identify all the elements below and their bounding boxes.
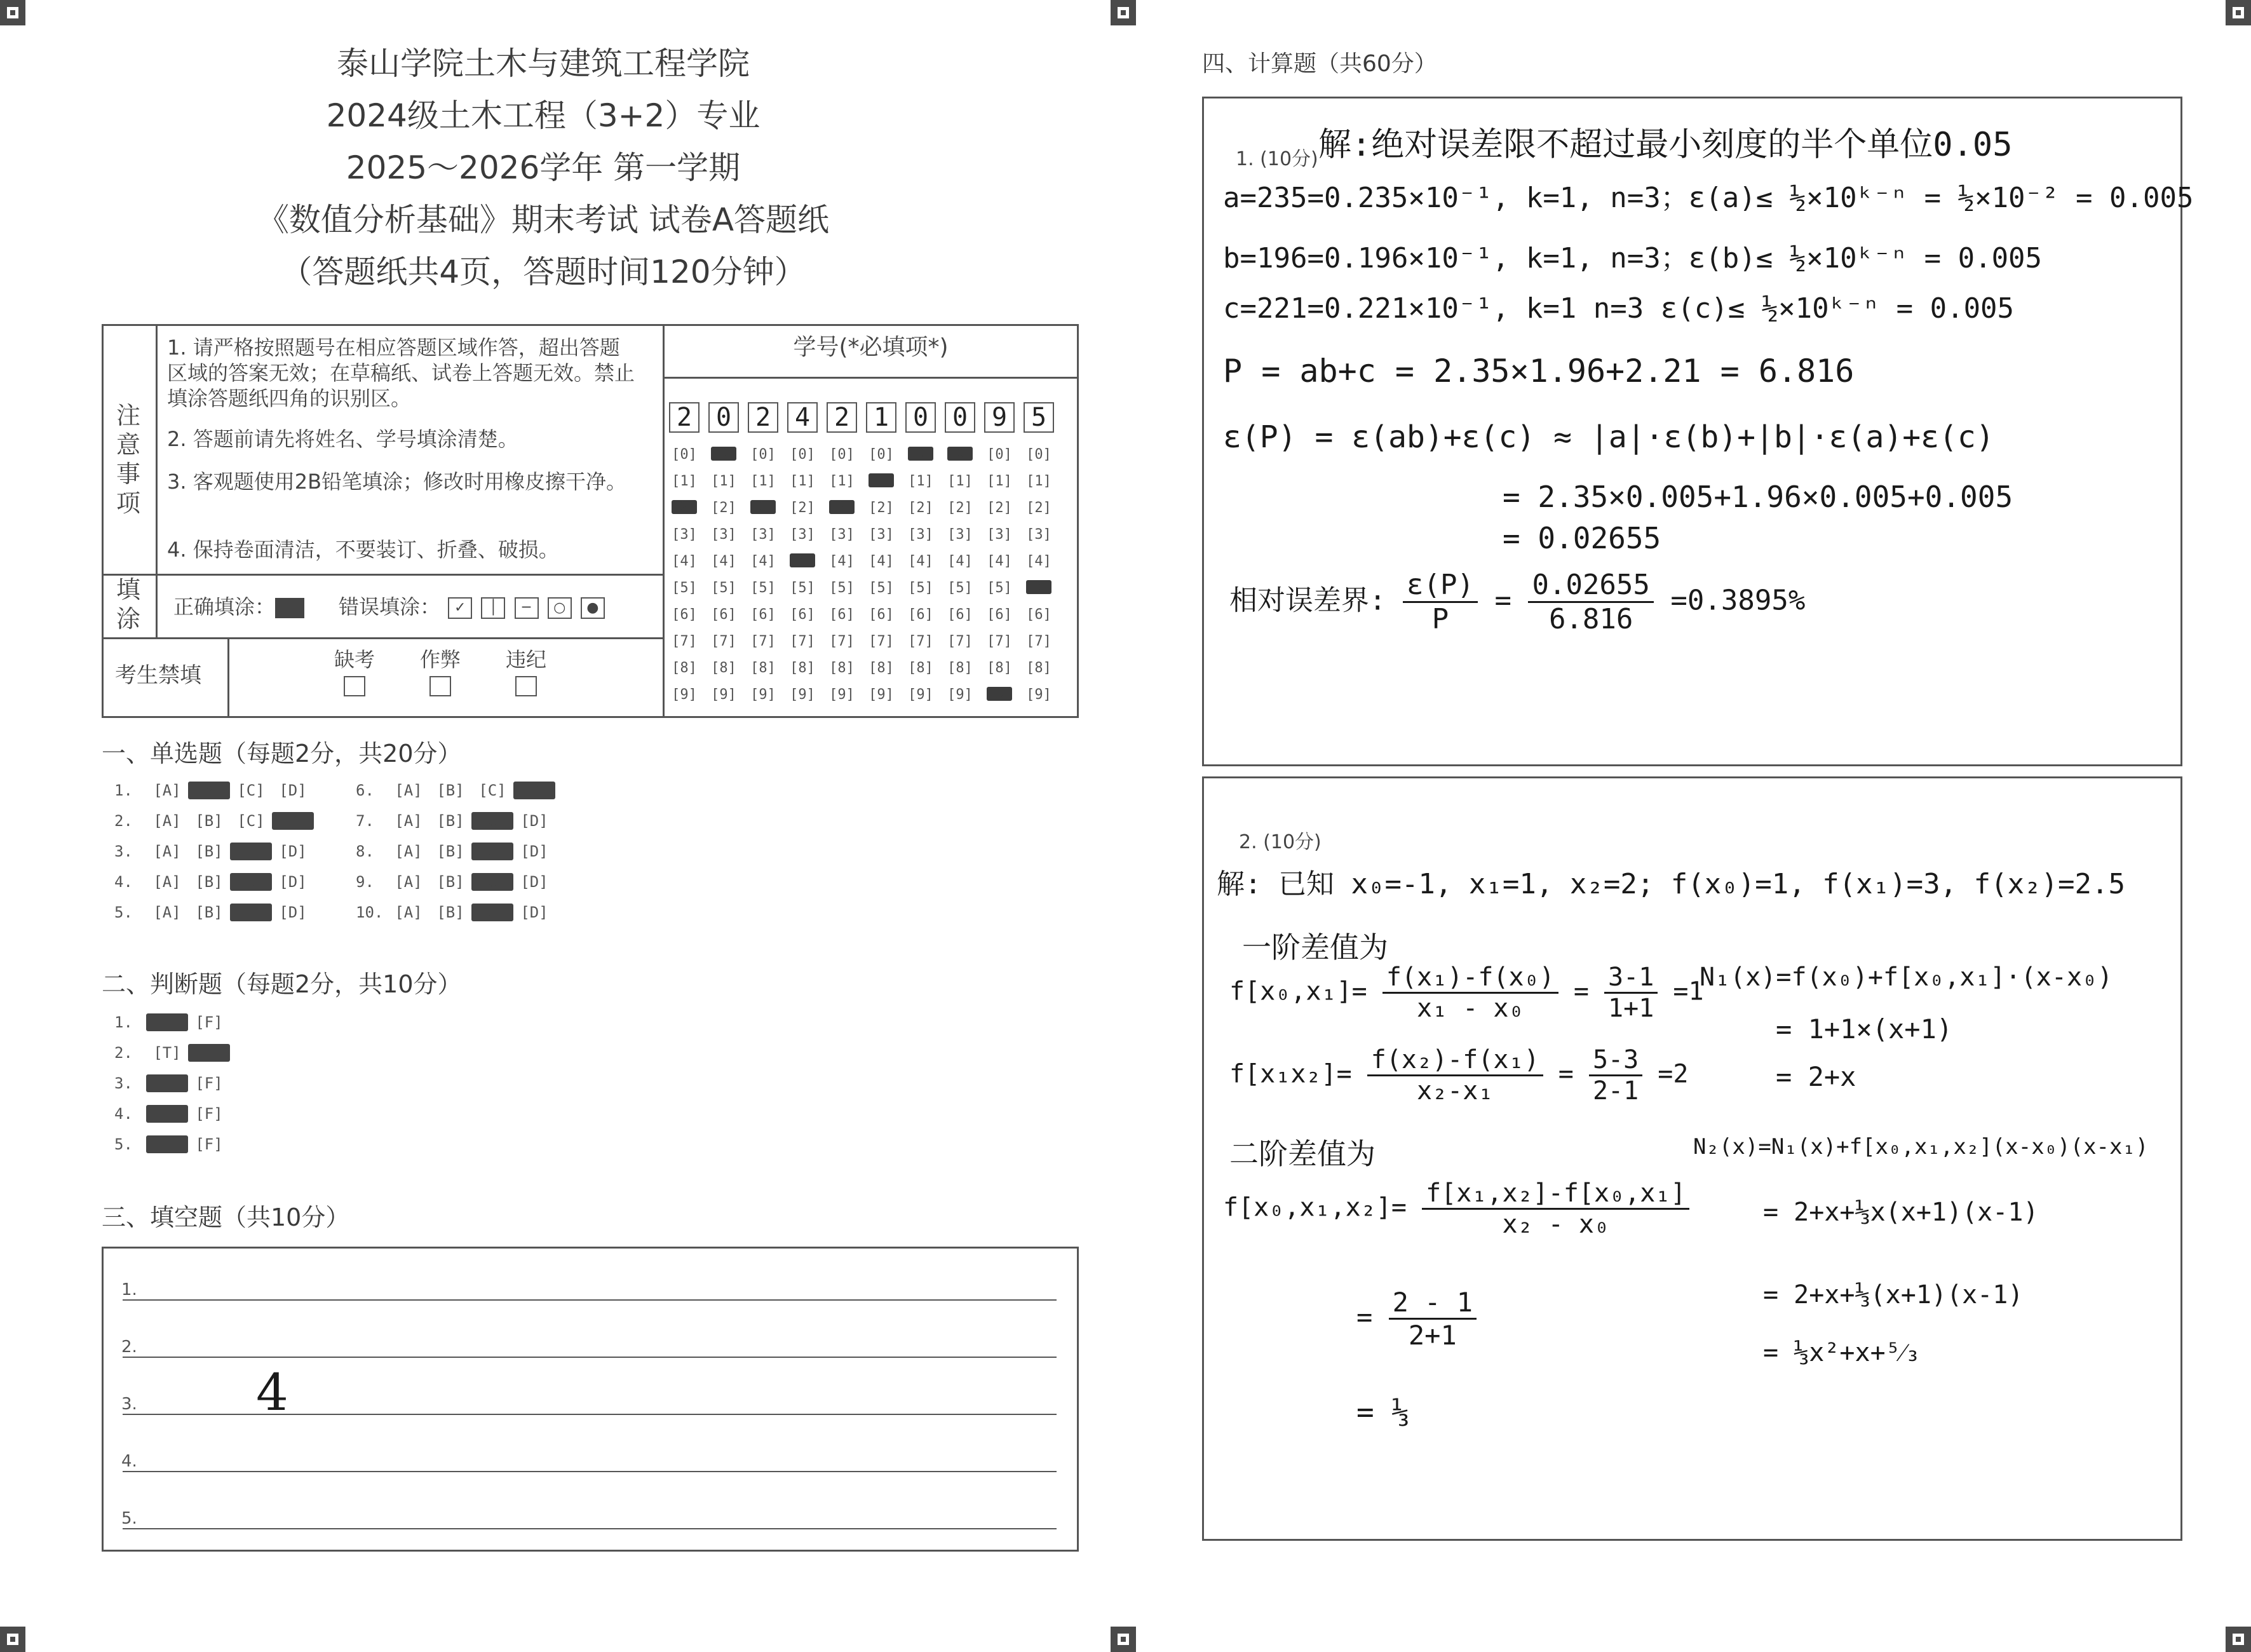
id-bubble-7-6[interactable]: [6] bbox=[908, 607, 933, 623]
id-bubble-9-5[interactable]: [5] bbox=[987, 580, 1012, 596]
id-bubble-1-4[interactable]: [4] bbox=[672, 553, 697, 569]
id-bubble-5-1[interactable]: [1] bbox=[829, 473, 855, 489]
mc-option-b[interactable]: [B] bbox=[195, 812, 223, 830]
id-bubble-3-7[interactable]: [7] bbox=[750, 633, 776, 649]
true-false-area bbox=[114, 1013, 432, 1166]
id-bubble-3-8[interactable]: [8] bbox=[750, 660, 776, 676]
id-bubble-1-2[interactable]: [2] bbox=[672, 499, 697, 515]
mc-option-b[interactable]: [B] bbox=[195, 843, 223, 860]
q1-line-5: P = ab+c = 2.35×1.96+2.21 = 6.816 bbox=[1223, 353, 1855, 389]
header-term: 2025～2026学年 第一学期 bbox=[346, 149, 741, 186]
id-bubble-9-1[interactable]: [1] bbox=[987, 473, 1012, 489]
id-bubble-5-4[interactable]: [4] bbox=[829, 553, 855, 569]
id-bubble-3-2[interactable]: [2] bbox=[750, 499, 776, 515]
tf-option-t[interactable]: [T] bbox=[146, 1013, 188, 1031]
id-bubble-1-6[interactable]: [6] bbox=[672, 607, 697, 623]
id-bubble-4-9[interactable]: [9] bbox=[790, 687, 815, 703]
id-bubble-4-5[interactable]: [5] bbox=[790, 580, 815, 596]
id-bubble-6-3[interactable]: [3] bbox=[869, 527, 894, 543]
blank-num-4: 4. bbox=[121, 1452, 137, 1471]
id-bubble-1-8[interactable]: [8] bbox=[672, 660, 697, 676]
id-bubble-2-6[interactable]: [6] bbox=[711, 607, 736, 623]
mc-number: 5. bbox=[114, 904, 133, 921]
q2-n1-line-3: = 2+x bbox=[1776, 1061, 1856, 1092]
id-bubble-6-2[interactable]: [2] bbox=[869, 500, 894, 516]
forbidden-absent: 缺考 bbox=[329, 647, 380, 698]
corner-marker-bottom-left bbox=[0, 1627, 25, 1652]
wrong-mark-vertical: │ bbox=[481, 597, 505, 619]
mc-option-c[interactable]: [C] bbox=[230, 904, 272, 921]
corner-marker-top-left bbox=[0, 0, 25, 25]
q2-n2-line-3: = 2+x+⅓(x+1)(x-1) bbox=[1763, 1280, 2024, 1310]
id-bubble-2-8[interactable]: [8] bbox=[711, 660, 736, 676]
id-bubble-3-6[interactable]: [6] bbox=[750, 607, 776, 623]
corner-marker-top-center bbox=[1111, 0, 1136, 25]
mc-option-a[interactable]: [A] bbox=[395, 812, 422, 830]
tf-question-5 bbox=[114, 1135, 230, 1153]
blank-line-1[interactable] bbox=[123, 1299, 1057, 1301]
student-id-digit-5: 2 bbox=[827, 402, 857, 433]
id-bubble-10-8[interactable]: [8] bbox=[1026, 660, 1051, 676]
mc-option-a[interactable]: [A] bbox=[153, 904, 181, 921]
forbidden-label: 考生禁填 bbox=[115, 663, 201, 688]
id-bubble-6-6[interactable]: [6] bbox=[869, 607, 894, 623]
id-bubble-8-3[interactable]: [3] bbox=[947, 527, 973, 543]
tf-option-f[interactable]: [F] bbox=[188, 1044, 230, 1062]
id-bubble-7-5[interactable]: [5] bbox=[908, 580, 933, 596]
id-bubble-10-3[interactable]: [3] bbox=[1026, 527, 1051, 543]
blank-line-2[interactable] bbox=[123, 1357, 1057, 1358]
mc-option-a[interactable]: [A] bbox=[395, 843, 422, 860]
notice-item-1: 1. 请严格按照题号在相应答题区域作答，超出答题区域的答案无效；在草稿纸、试卷上答题无效。禁止填涂答题纸四角的识别区。 bbox=[167, 335, 635, 410]
id-bubble-6-4[interactable]: [4] bbox=[869, 553, 894, 569]
mc-number: 4. bbox=[114, 873, 133, 891]
id-bubble-3-4[interactable]: [4] bbox=[750, 553, 776, 569]
q2-first-order-label: 一阶差值为 bbox=[1242, 930, 1388, 965]
student-id-digit-4: 4 bbox=[787, 402, 818, 433]
q2-n2-line-1: N₂(x)=N₁(x)+f[x₀,x₁,x₂](x-x₀)(x-x₁) bbox=[1693, 1134, 2149, 1160]
tf-number: 4. bbox=[114, 1105, 133, 1123]
mc-option-d[interactable]: [D] bbox=[513, 782, 555, 799]
id-bubble-3-9[interactable]: [9] bbox=[750, 687, 776, 703]
id-bubble-5-3[interactable]: [3] bbox=[829, 527, 855, 543]
id-bubble-8-6[interactable]: [6] bbox=[947, 607, 973, 623]
id-bubble-8-8[interactable]: [8] bbox=[947, 660, 973, 676]
id-bubble-1-0[interactable]: [0] bbox=[672, 447, 697, 463]
q2-n1-line-1: N₁(x)=f(x₀)+f[x₀,x₁]·(x-x₀) bbox=[1700, 963, 2113, 992]
q2-f12: f[x₁x₂]= $\frac{\text{f(x₂)-f(x₁)}}{\text{x₂-x₁}}$ = $\frac{5-3}{2-1}$ =2 bbox=[1229, 1045, 1689, 1106]
q2-intro: 解: 已知 x₀=-1, x₁=1, x₂=2; f(x₀)=1, f(x₁)=3, f(x₂)=2.5 bbox=[1217, 868, 2126, 900]
student-id-label: 学号(*必填项*) bbox=[793, 334, 949, 360]
id-bubble-3-5[interactable]: [5] bbox=[750, 580, 776, 596]
id-bubble-5-6[interactable]: [6] bbox=[829, 607, 855, 623]
q2-n2-line-4: = ⅓x²+x+⁵⁄₃ bbox=[1763, 1338, 1921, 1367]
mc-option-b[interactable]: [B] bbox=[436, 782, 464, 799]
mc-option-b[interactable]: [B] bbox=[436, 873, 464, 891]
q1-line-6: ε(P) = ε(ab)+ε(c) ≈ |a|·ε(b)+|b|·ε(a)+ε(c) bbox=[1223, 419, 1994, 455]
student-id-grid bbox=[663, 377, 1079, 718]
q1-line-3: b=196=0.196×10⁻¹, k=1, n=3；ε(b)≤ ½×10ᵏ⁻ⁿ = 0.005 bbox=[1223, 242, 2043, 274]
id-bubble-7-8[interactable]: [8] bbox=[908, 660, 933, 676]
mc-question-4 bbox=[114, 873, 314, 891]
mc-option-d[interactable]: [D] bbox=[279, 782, 307, 799]
mc-option-c[interactable]: [C] bbox=[478, 782, 506, 799]
id-bubble-7-3[interactable]: [3] bbox=[908, 527, 933, 543]
mc-option-d[interactable]: [D] bbox=[279, 904, 307, 921]
id-bubble-4-2[interactable]: [2] bbox=[790, 500, 815, 516]
id-bubble-10-4[interactable]: [4] bbox=[1026, 553, 1051, 569]
mc-number: 1. bbox=[114, 782, 133, 799]
blank-num-5: 5. bbox=[121, 1509, 137, 1528]
id-bubble-4-4[interactable]: [4] bbox=[790, 552, 815, 568]
id-bubble-5-5[interactable]: [5] bbox=[829, 580, 855, 596]
mc-question-8 bbox=[356, 843, 555, 860]
tf-option-t[interactable]: [T] bbox=[146, 1135, 188, 1153]
q1-relative-error: 相对误差界: $\frac{\varepsilon(P)}{P}$ = $\frac{0.02655}{6.816}$ =0.3895% bbox=[1229, 569, 1806, 635]
q2-n1-line-2: = 1+1×(x+1) bbox=[1776, 1013, 1953, 1045]
mc-option-c[interactable]: [C] bbox=[237, 812, 265, 830]
mc-option-b[interactable]: [B] bbox=[436, 843, 464, 860]
header-exam-info: （答题纸共4页，答题时间120分钟） bbox=[280, 254, 806, 290]
id-bubble-2-2[interactable]: [2] bbox=[711, 500, 736, 516]
id-bubble-2-7[interactable]: [7] bbox=[711, 633, 736, 649]
id-bubble-9-9[interactable]: [9] bbox=[987, 686, 1012, 701]
notice-item-2: 2. 答题前请先将姓名、学号填涂清楚。 bbox=[167, 427, 518, 451]
tf-question-3 bbox=[114, 1074, 230, 1092]
id-bubble-6-5[interactable]: [5] bbox=[869, 580, 894, 596]
mc-number: 8. bbox=[356, 843, 374, 860]
id-bubble-7-2[interactable]: [2] bbox=[908, 500, 933, 516]
blank-num-3: 3. bbox=[121, 1395, 137, 1414]
id-bubble-9-8[interactable]: [8] bbox=[987, 660, 1012, 676]
mc-option-c[interactable]: [C] bbox=[237, 782, 265, 799]
student-id-digit-7: 0 bbox=[905, 402, 936, 433]
blank-num-2: 2. bbox=[121, 1337, 137, 1357]
mc-option-a[interactable]: [A] bbox=[395, 904, 422, 921]
id-bubble-10-6[interactable]: [6] bbox=[1026, 607, 1051, 623]
fill-correct-label: 正确填涂： bbox=[173, 594, 304, 620]
mc-option-c[interactable]: [C] bbox=[471, 904, 513, 921]
id-bubble-1-3[interactable]: [3] bbox=[672, 527, 697, 543]
id-bubble-2-0[interactable]: [0] bbox=[711, 445, 736, 461]
mc-option-d[interactable]: [D] bbox=[279, 843, 307, 860]
q1-line-1: 解:绝对误差限不超过最小刻度的半个单位0.05 bbox=[1318, 126, 2013, 164]
student-id-digit-1: 2 bbox=[669, 402, 700, 433]
id-bubble-9-3[interactable]: [3] bbox=[987, 527, 1012, 543]
mc-question-3 bbox=[114, 843, 314, 860]
mc-option-b[interactable]: [B] bbox=[436, 904, 464, 921]
q2-answer-box bbox=[1202, 776, 2182, 1541]
header-school: 泰山学院土木与建筑工程学院 bbox=[337, 45, 750, 82]
q2-f012-step: = $\frac{2 - 1}{2+1}$ bbox=[1356, 1287, 1477, 1351]
id-bubble-1-9[interactable]: [9] bbox=[672, 687, 697, 703]
mc-question-5 bbox=[114, 904, 314, 921]
section2-title: 二、判断题（每题2分，共10分） bbox=[102, 970, 462, 998]
mc-option-d[interactable]: [D] bbox=[272, 812, 314, 830]
id-bubble-7-7[interactable]: [7] bbox=[908, 633, 933, 649]
q1-line-8: = 0.02655 bbox=[1503, 521, 1661, 555]
id-bubble-4-3[interactable]: [3] bbox=[790, 527, 815, 543]
mc-option-d[interactable]: [D] bbox=[520, 843, 548, 860]
tf-number: 5. bbox=[114, 1135, 133, 1153]
q1-line-7: = 2.35×0.005+1.96×0.005+0.005 bbox=[1503, 480, 2013, 514]
id-bubble-5-2[interactable]: [2] bbox=[829, 499, 855, 515]
blank-answer-3: 4 bbox=[256, 1363, 288, 1422]
mc-number: 2. bbox=[114, 812, 133, 830]
id-bubble-3-1[interactable]: [1] bbox=[750, 473, 776, 489]
id-bubble-8-1[interactable]: [1] bbox=[947, 473, 973, 489]
mc-question-2 bbox=[114, 812, 314, 830]
mc-option-d[interactable]: [D] bbox=[279, 873, 307, 891]
id-bubble-1-5[interactable]: [5] bbox=[672, 580, 697, 596]
section4-title: 四、计算题（共60分） bbox=[1202, 51, 1437, 77]
blank-line-4[interactable] bbox=[123, 1471, 1057, 1472]
tf-number: 1. bbox=[114, 1013, 133, 1031]
notice-and-id-box bbox=[102, 324, 1079, 718]
student-id-digit-8: 0 bbox=[945, 402, 975, 433]
id-bubble-9-0[interactable]: [0] bbox=[987, 447, 1012, 463]
id-bubble-1-7[interactable]: [7] bbox=[672, 633, 697, 649]
id-bubble-10-5[interactable]: [5] bbox=[1026, 579, 1051, 595]
tf-number: 3. bbox=[114, 1074, 133, 1092]
mc-question-7 bbox=[356, 812, 555, 830]
q2-f012: f[x₀,x₁,x₂]= $\frac{\text{f[x₁,x₂]-f[x₀,x₁]}}{\text{x₂ - x₀}}$ bbox=[1223, 1179, 1689, 1239]
header-major: 2024级土木工程（3+2）专业 bbox=[326, 97, 760, 134]
tf-option-f[interactable]: [F] bbox=[195, 1135, 223, 1153]
id-bubble-3-3[interactable]: [3] bbox=[750, 527, 776, 543]
student-id-digit-3: 2 bbox=[748, 402, 778, 433]
tf-option-t[interactable]: [T] bbox=[146, 1074, 188, 1092]
mc-number: 3. bbox=[114, 843, 133, 860]
id-bubble-8-7[interactable]: [7] bbox=[947, 633, 973, 649]
wrong-mark-horizontal: ─ bbox=[515, 597, 539, 619]
id-bubble-2-1[interactable]: [1] bbox=[711, 473, 736, 489]
corner-marker-bottom-center bbox=[1111, 1627, 1136, 1652]
tf-option-f[interactable]: [F] bbox=[195, 1074, 223, 1092]
mc-option-c[interactable]: [C] bbox=[471, 843, 513, 860]
header-exam-title: 《数值分析基础》期末考试 试卷A答题纸 bbox=[257, 201, 830, 238]
tf-option-f[interactable]: [F] bbox=[195, 1013, 223, 1031]
tf-option-t[interactable]: [T] bbox=[153, 1044, 181, 1062]
q1-label: 1. (10分) bbox=[1236, 148, 1318, 170]
id-bubble-1-1[interactable]: [1] bbox=[672, 473, 697, 489]
id-bubble-8-5[interactable]: [5] bbox=[947, 580, 973, 596]
mc-option-d[interactable]: [D] bbox=[520, 873, 548, 891]
id-bubble-2-9[interactable]: [9] bbox=[711, 687, 736, 703]
id-bubble-4-1[interactable]: [1] bbox=[790, 473, 815, 489]
tf-question-1 bbox=[114, 1013, 230, 1031]
wrong-mark-dot: ● bbox=[581, 597, 605, 619]
mc-option-d[interactable]: [D] bbox=[520, 904, 548, 921]
id-bubble-4-0[interactable]: [0] bbox=[790, 447, 815, 463]
mc-number: 10. bbox=[356, 904, 384, 921]
id-bubble-6-0[interactable]: [0] bbox=[869, 447, 894, 463]
wrong-mark-circle: ○ bbox=[548, 597, 572, 619]
q2-f012-result: = ⅓ bbox=[1356, 1395, 1410, 1429]
id-bubble-2-3[interactable]: [3] bbox=[711, 527, 736, 543]
id-bubble-10-1[interactable]: [1] bbox=[1026, 473, 1051, 489]
tf-number: 2. bbox=[114, 1044, 133, 1062]
id-bubble-6-7[interactable]: [7] bbox=[869, 633, 894, 649]
id-bubble-4-7[interactable]: [7] bbox=[790, 633, 815, 649]
id-bubble-7-4[interactable]: [4] bbox=[908, 553, 933, 569]
section1-title: 一、单选题（每题2分，共20分） bbox=[102, 740, 462, 768]
id-bubble-8-4[interactable]: [4] bbox=[947, 553, 973, 569]
q2-label: 2. (10分) bbox=[1239, 831, 1322, 853]
mc-option-d[interactable]: [D] bbox=[520, 812, 548, 830]
fill-blank-box bbox=[102, 1247, 1079, 1552]
id-bubble-8-2[interactable]: [2] bbox=[947, 500, 973, 516]
id-bubble-6-9[interactable]: [9] bbox=[869, 687, 894, 703]
mc-option-a[interactable]: [A] bbox=[153, 812, 181, 830]
q1-line-2: a=235=0.235×10⁻¹, k=1, n=3；ε(a)≤ ½×10ᵏ⁻ⁿ = ½×10⁻² = 0.005 bbox=[1223, 182, 2194, 214]
mc-option-c[interactable]: [C] bbox=[230, 843, 272, 860]
single-choice-area bbox=[114, 782, 623, 934]
mc-question-9 bbox=[356, 873, 555, 891]
mc-option-c[interactable]: [C] bbox=[471, 873, 513, 891]
q2-f01: f[x₀,x₁]= $\frac{\text{f(x₁)-f(x₀)}}{\text{x₁ - x₀}}$ = $\frac{3-1}{1+1}$ =1 bbox=[1229, 963, 1704, 1023]
mc-number: 7. bbox=[356, 812, 374, 830]
forbidden-cheat: 作弊 bbox=[415, 647, 466, 698]
mc-option-b[interactable]: [B] bbox=[195, 904, 223, 921]
notice-label: 注意事项 bbox=[116, 402, 140, 517]
mc-question-1 bbox=[114, 782, 314, 799]
id-bubble-9-7[interactable]: [7] bbox=[987, 633, 1012, 649]
id-bubble-5-9[interactable]: [9] bbox=[829, 687, 855, 703]
tf-question-4 bbox=[114, 1105, 230, 1123]
fill-wrong-label: 错误填涂： ✓ │ ─ ○ ● bbox=[339, 594, 606, 620]
fill-label: 填涂 bbox=[116, 576, 140, 633]
mc-option-a[interactable]: [A] bbox=[153, 873, 181, 891]
mc-number: 6. bbox=[356, 782, 374, 799]
mc-option-a[interactable]: [A] bbox=[153, 843, 181, 860]
id-bubble-5-8[interactable]: [8] bbox=[829, 660, 855, 676]
tf-question-2 bbox=[114, 1044, 230, 1062]
id-bubble-10-2[interactable]: [2] bbox=[1026, 500, 1051, 516]
tf-option-t[interactable]: [T] bbox=[146, 1105, 188, 1123]
corner-marker-top-right bbox=[2226, 0, 2251, 25]
mc-number: 9. bbox=[356, 873, 374, 891]
id-bubble-9-2[interactable]: [2] bbox=[987, 500, 1012, 516]
id-bubble-8-0[interactable]: [0] bbox=[947, 445, 973, 461]
id-bubble-6-1[interactable]: [1] bbox=[869, 472, 894, 488]
notice-item-4: 4. 保持卷面清洁，不要装订、折叠、破损。 bbox=[167, 538, 559, 562]
mc-option-a[interactable]: [A] bbox=[395, 782, 422, 799]
id-bubble-10-9[interactable]: [9] bbox=[1026, 687, 1051, 703]
mc-option-b[interactable]: [B] bbox=[195, 873, 223, 891]
mc-option-a[interactable]: [A] bbox=[153, 782, 181, 799]
wrong-mark-check: ✓ bbox=[448, 597, 472, 619]
forbidden-violation: 违纪 bbox=[501, 647, 551, 698]
id-bubble-5-0[interactable]: [0] bbox=[829, 447, 855, 463]
tf-option-f[interactable]: [F] bbox=[195, 1105, 223, 1123]
mc-question-10 bbox=[356, 904, 555, 921]
student-id-digit-10: 5 bbox=[1024, 402, 1054, 433]
notice-item-3: 3. 客观题使用2B铅笔填涂；修改时用橡皮擦干净。 bbox=[167, 470, 627, 494]
id-bubble-7-9[interactable]: [9] bbox=[908, 687, 933, 703]
blank-num-1: 1. bbox=[121, 1280, 137, 1299]
id-bubble-2-4[interactable]: [4] bbox=[711, 553, 736, 569]
blank-line-5[interactable] bbox=[123, 1528, 1057, 1529]
q2-second-order-label: 二阶差值为 bbox=[1229, 1137, 1376, 1171]
id-bubble-8-9[interactable]: [9] bbox=[947, 687, 973, 703]
student-id-digit-9: 9 bbox=[984, 402, 1015, 433]
id-bubble-4-8[interactable]: [8] bbox=[790, 660, 815, 676]
mc-question-6 bbox=[356, 782, 555, 799]
section3-title: 三、填空题（共10分） bbox=[102, 1203, 350, 1231]
id-bubble-3-0[interactable]: [0] bbox=[750, 447, 776, 463]
student-id-digit-6: 1 bbox=[866, 402, 896, 433]
id-bubble-9-4[interactable]: [4] bbox=[987, 553, 1012, 569]
q1-line-4: c=221=0.221×10⁻¹, k=1 n=3 ε(c)≤ ½×10ᵏ⁻ⁿ = 0.005 bbox=[1223, 292, 2015, 325]
q1-answer-box bbox=[1202, 97, 2194, 766]
mc-option-c[interactable]: [C] bbox=[471, 812, 513, 830]
id-bubble-9-6[interactable]: [6] bbox=[987, 607, 1012, 623]
id-bubble-7-1[interactable]: [1] bbox=[908, 473, 933, 489]
mc-option-a[interactable]: [A] bbox=[395, 873, 422, 891]
id-bubble-6-8[interactable]: [8] bbox=[869, 660, 894, 676]
mc-option-b[interactable]: [B] bbox=[436, 812, 464, 830]
id-bubble-7-0[interactable]: [0] bbox=[908, 445, 933, 461]
id-bubble-4-6[interactable]: [6] bbox=[790, 607, 815, 623]
mc-option-b[interactable]: [B] bbox=[188, 782, 230, 799]
id-bubble-10-7[interactable]: [7] bbox=[1026, 633, 1051, 649]
id-bubble-10-0[interactable]: [0] bbox=[1026, 447, 1051, 463]
corner-marker-bottom-right bbox=[2226, 1627, 2251, 1652]
id-bubble-2-5[interactable]: [5] bbox=[711, 580, 736, 596]
id-bubble-5-7[interactable]: [7] bbox=[829, 633, 855, 649]
q2-n2-line-2: = 2+x+⅓x(x+1)(x-1) bbox=[1763, 1198, 2039, 1227]
mc-option-c[interactable]: [C] bbox=[230, 873, 272, 891]
student-id-digit-2: 0 bbox=[708, 402, 739, 433]
